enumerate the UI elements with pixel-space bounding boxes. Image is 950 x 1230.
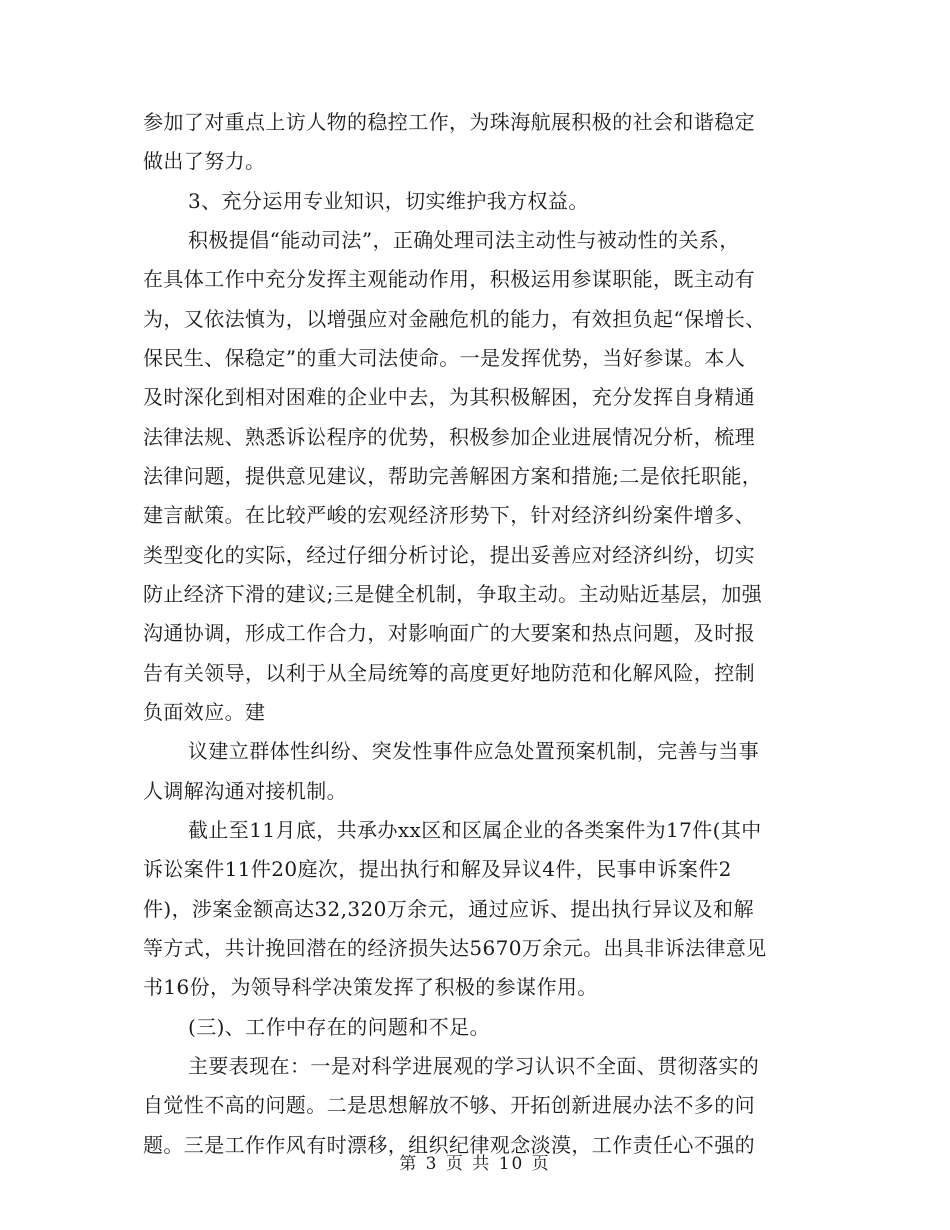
text-line: 负面效应。建 [143, 700, 266, 724]
text-line: 人调解沟通对接机制。 [143, 779, 347, 803]
text-line: 在具体工作中充分发挥主观能动作用，积极运用参谋职能，既主动有 [143, 267, 755, 291]
section-heading: (三)、工作中存在的问题和不足。 [188, 1015, 491, 1039]
text-line: 及时深化到相对困难的企业中去，为其积极解困，充分发挥自身精通 [143, 385, 755, 409]
text-line: 建言献策。在比较严峻的宏观经济形势下，针对经济纠纷案件增多、 [143, 503, 755, 527]
text-line: 主要表现在：一是对科学进展观的学习认识不全面、贯彻落实的 [188, 1054, 760, 1078]
text-line: 告有关领导，以利于从全局统筹的高度更好地防范和化解风险，控制 [143, 661, 755, 685]
text-line: 法律法规、熟悉诉讼程序的优势，积极参加企业进展情况分析，梳理 [143, 425, 755, 449]
text-line: 题。三是工作作风有时漂移，组织纪律观念淡漠，工作责任心不强的 [143, 1133, 755, 1157]
text-line: 类型变化的实际，经过仔细分析讨论，提出妥善应对经济纠纷，切实 [143, 543, 755, 567]
text-line: 保民生、保稳定”的重大司法使命。一是发挥优势，当好参谋。本人 [143, 346, 746, 370]
text-line: 截止至11月底，共承办xx区和区属企业的各类案件为17件(其中 [188, 818, 762, 842]
text-line: 沟通协调，形成工作合力，对影响面广的大要案和热点问题，及时报 [143, 621, 755, 645]
text-line: 做出了努力。 [143, 149, 266, 173]
text-line: 等方式，共计挽回潜在的经济损失达5670万余元。出具非诉法律意见 [143, 936, 767, 960]
text-line: 诉讼案件11件20庭次，提出执行和解及异议4件，民事申诉案件2 [143, 857, 732, 881]
text-line: 为，又依法慎为，以增强应对金融危机的能力，有效担负起“保增长、 [143, 307, 766, 331]
text-line: 参加了对重点上访人物的稳控工作，为珠海航展积极的社会和谐稳定 [143, 110, 755, 134]
text-line: 书16份，为领导科学决策发挥了积极的参谋作用。 [143, 975, 598, 999]
section-heading: 3、充分运用专业知识，切实维护我方权益。 [188, 189, 589, 213]
text-line: 件)，涉案金额高达32,320万余元，通过应诉、提出执行异议及和解 [143, 897, 754, 921]
text-line: 议建立群体性纠纷、突发性事件应急处置预案机制，完善与当事 [188, 739, 760, 763]
text-line: 法律问题，提供意见建议，帮助完善解困方案和措施;二是依托职能， [143, 464, 763, 488]
text-line: 积极提倡“能动司法”，正确处理司法主动性与被动性的关系， [188, 228, 740, 252]
text-line: 自觉性不高的问题。二是思想解放不够、开拓创新进展办法不多的问 [143, 1093, 755, 1117]
text-line: 防止经济下滑的建议;三是健全机制，争取主动。主动贴近基层，加强 [143, 582, 763, 606]
page-number-footer: 第 3 页 共 10 页 [399, 1154, 551, 1174]
